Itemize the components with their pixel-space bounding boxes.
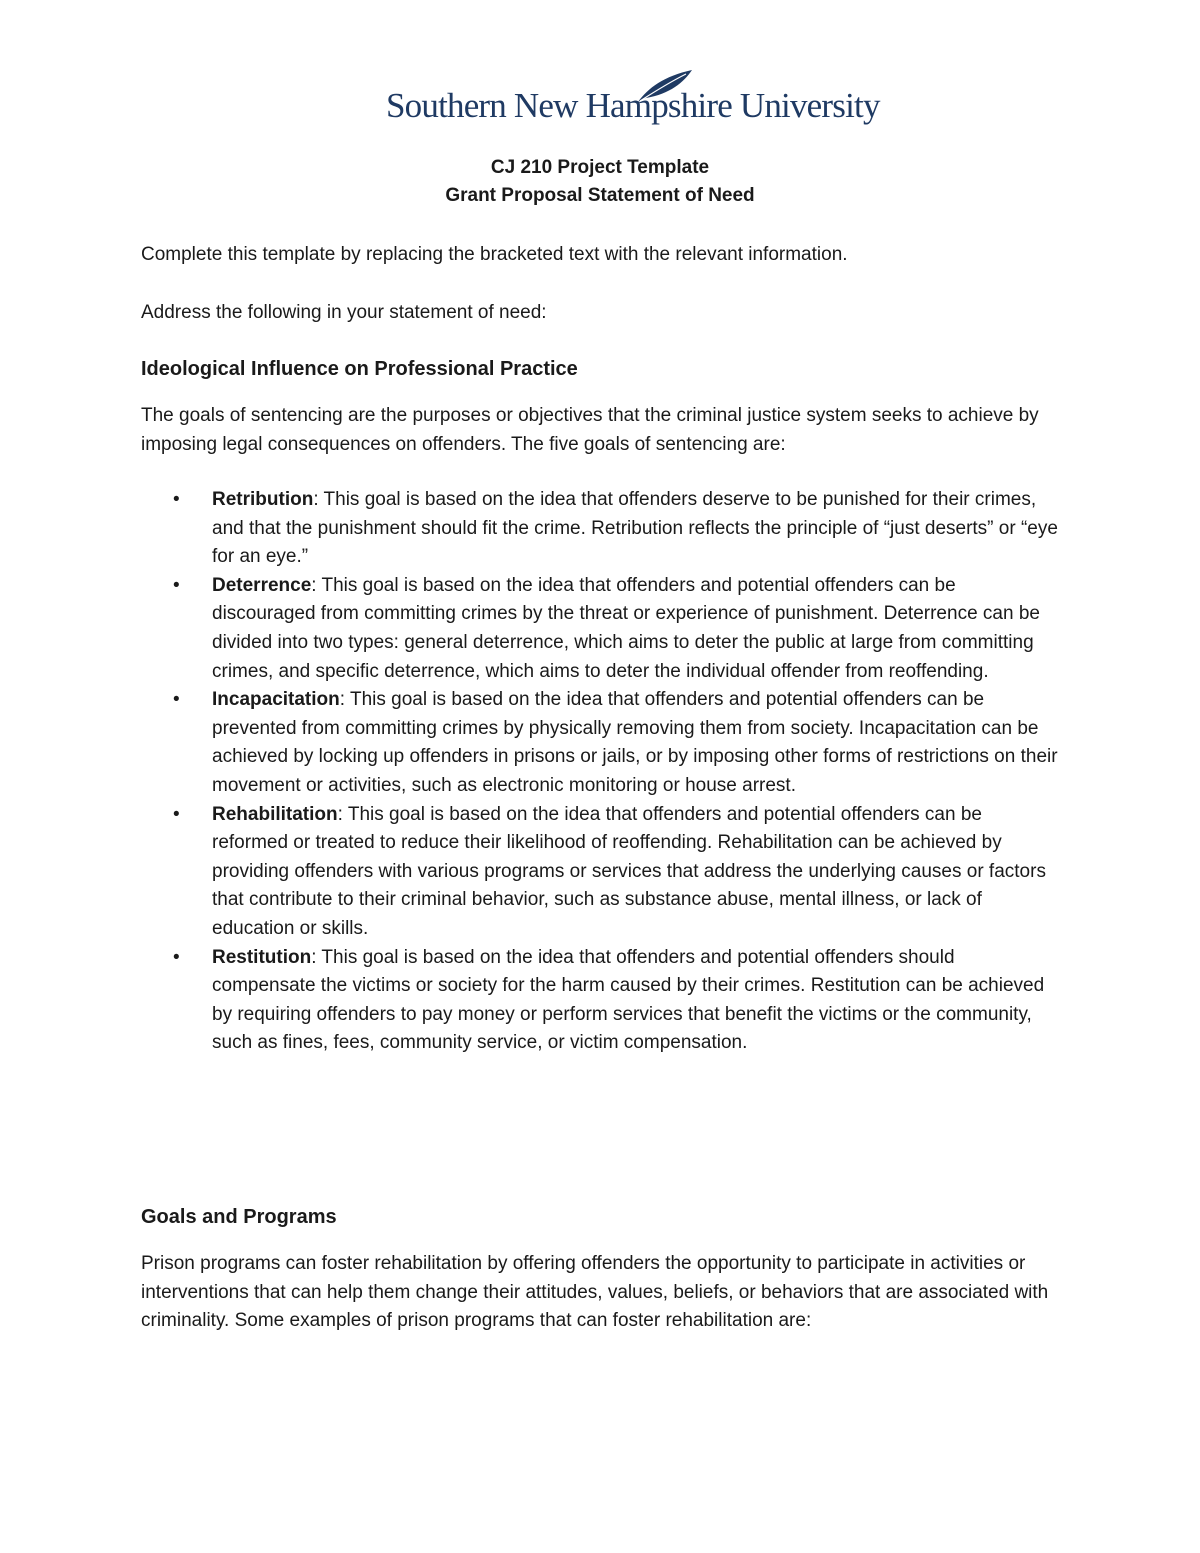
goal-description: : This goal is based on the idea that offenders and potential offenders can be reformed or treated to reduce their likelihood of reoffending. Rehabilitation can be achieved by providing offenders with various programs or services that address the underlying causes or factors that contribute to their criminal behavior, such as substance abuse, mental illness, or lack of education or skills. [212, 803, 1046, 939]
list-item [141, 686, 1061, 800]
goal-description: : This goal is based on the idea that offenders and potential offenders can be discouraged from committing crimes by the threat or experience of punishment. Deterrence can be divided into two types: general deterrence, which aims to deter the public at large from committing crimes, and specific deterrence, which aims to deter the individual offender from reoffending. [212, 574, 1040, 682]
bullet-icon: • [173, 489, 180, 510]
logo-wordmark: Southern New Hampshire University [386, 86, 880, 125]
section-heading-goals-programs: Goals and Programs [141, 1206, 337, 1228]
goal-term: Restitution [212, 946, 312, 968]
goal-description: : This goal is based on the idea that offenders deserve to be punished for their crimes, and that the punishment should fit the crime. Retribution reflects the principle of “just deserts” or “eye for an eye.” [212, 489, 1058, 568]
bullet-icon: • [173, 574, 180, 596]
bullet-icon: • [173, 803, 180, 825]
list-item [141, 944, 1061, 1058]
address-prompt: Address the following in your statement of need: [141, 302, 547, 323]
document-title: CJ 210 Project Template [490, 157, 710, 178]
prison-programs-paragraph: Prison programs can foster rehabilitation by offering offenders the opportunity to participate in activities or interventions that can help them change their attitudes, values, beliefs, or behaviors that are associated with criminality. Some examples of prison programs that can foster rehabilitation are: [141, 1253, 1049, 1332]
goal-term: Incapacitation [212, 689, 340, 711]
list-item [141, 801, 1061, 944]
goal-description: : This goal is based on the idea that offenders and potential offenders should compensate the victims or society for the harm caused by their crimes. Restitution can be achieved by requiring offenders to pay money or perform services that benefit the victims or the community, such as fines, fees, community service, or victim compensation. [212, 946, 1045, 1054]
goal-term: Rehabilitation [212, 803, 338, 825]
bullet-icon: • [173, 689, 180, 711]
sentencing-intro-paragraph: The goals of sentencing are the purposes or objectives that the criminal justice system seeks to achieve by imposing legal consequences on offenders. The five goals of sentencing are: [141, 405, 1039, 455]
bullet-icon: • [173, 946, 180, 968]
goal-description: : This goal is based on the idea that offenders and potential offenders can be prevented from committing crimes by physically removing them from society. Incapacitation can be achieved by locking up offenders in prisons or jails, or by imposing other forms of restrictions on their movement or activities, such as electronic monitoring or house arrest. [212, 689, 1058, 796]
goal-term: Deterrence [212, 574, 312, 596]
university-logo [386, 68, 880, 138]
instruction-text: Complete this template by replacing the bracketed text with the relevant information. [141, 244, 848, 265]
list-item [141, 572, 1061, 686]
document-subtitle: Grant Proposal Statement of Need [445, 185, 755, 206]
list-item [141, 486, 1061, 572]
title-block [0, 154, 1200, 210]
section-heading-ideological: Ideological Influence on Professional Practice [141, 358, 578, 380]
sentencing-goals-list [141, 486, 1061, 1058]
goal-term: Retribution [212, 489, 314, 510]
